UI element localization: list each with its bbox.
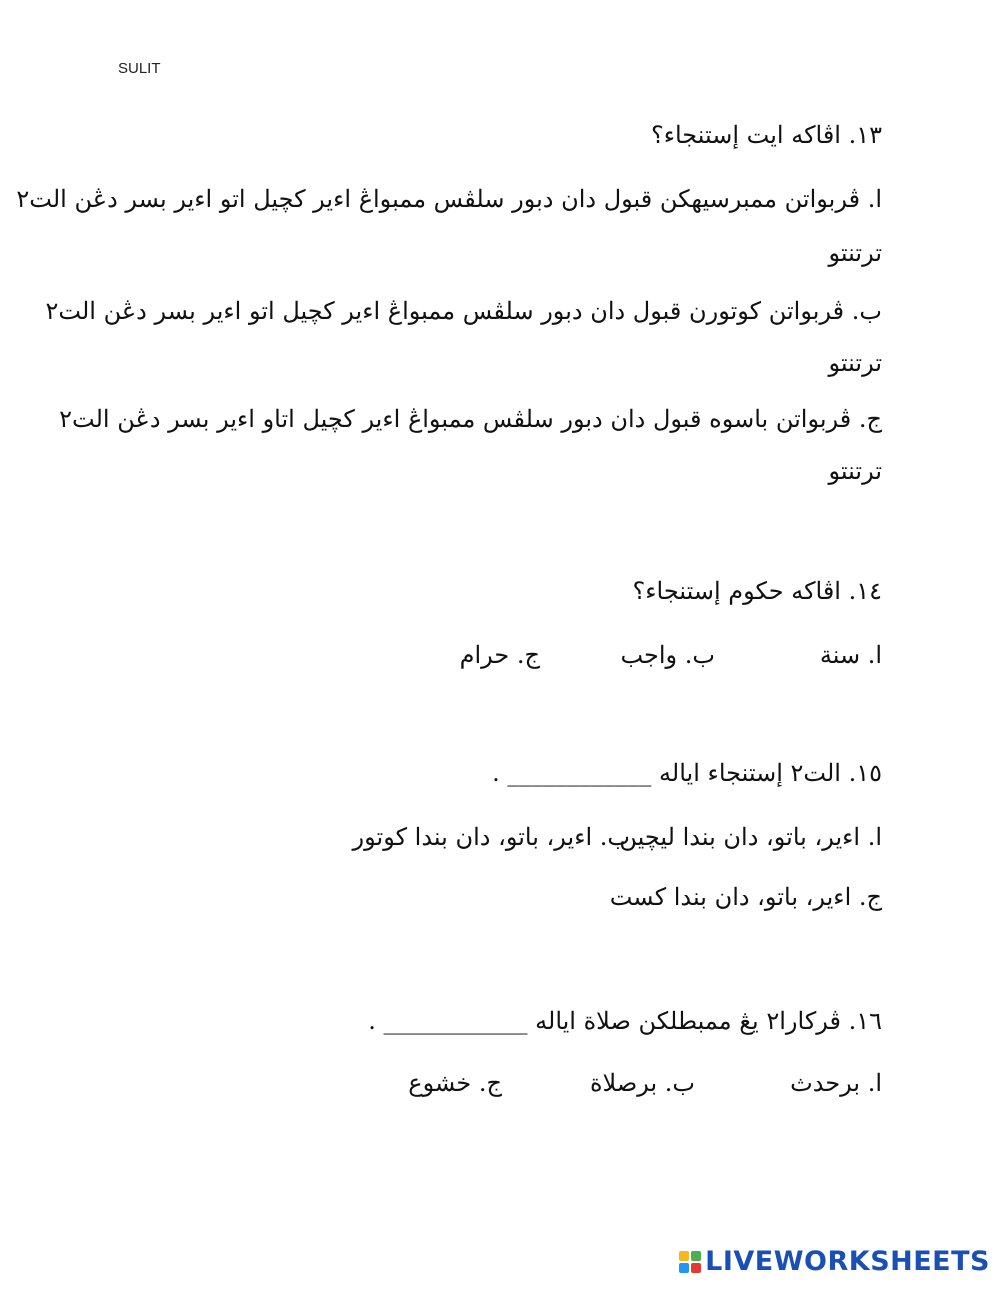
question-14: ١٤. اڤاكه حكوم إستنجاء؟: [632, 577, 882, 605]
header-mark: SULIT: [118, 60, 161, 77]
q14-option-a[interactable]: ا. سنة: [819, 641, 882, 669]
question-16: ١٦. ڤركارا٢ يڠ ممبطلكن صلاة اياله ____________ .: [368, 1007, 882, 1035]
q15-option-c[interactable]: ج. اءير، باتو، دان بندا كست: [609, 883, 882, 911]
q13-option-b-continued: ترتنتو: [828, 349, 882, 377]
q13-option-c-continued: ترتنتو: [828, 457, 882, 485]
q14-option-c[interactable]: ج. حرام: [459, 641, 540, 669]
q16-option-c[interactable]: ج. خشوع: [408, 1069, 502, 1097]
q15-option-b[interactable]: ب. اءير، باتو، دان بندا كوتور: [352, 823, 630, 851]
q13-option-a: ا. ڤربواتن ممبرسيهكن قبول دان دبور سلڤس ممبواڠ اءير كچيل اتو اءير بسر دڠن الت٢: [16, 185, 882, 213]
question-15: ١٥. الت٢ إستنجاء اياله ____________ .: [492, 759, 882, 787]
q13-option-a-continued: ترتنتو: [828, 239, 882, 267]
brand-logo: [679, 1246, 990, 1277]
q13-option-b: ب. ڤربواتن كوتورن قبول دان دبور سلڤس ممبواڠ اءير كچيل اتو اءير بسر دڠن الت٢: [45, 297, 882, 325]
q16-option-b[interactable]: ب. برصلاة: [589, 1069, 695, 1097]
q15-option-a[interactable]: ا. اءير، باتو، دان بندا ليچين: [619, 823, 882, 851]
brand-text: LIVEWORKSHEETS: [705, 1246, 990, 1277]
q16-option-a[interactable]: ا. برحدث: [790, 1069, 882, 1097]
brand-squares-icon: [679, 1251, 701, 1273]
q14-option-b[interactable]: ب. واجب: [620, 641, 715, 669]
question-13: ١٣. اڤاكه ايت إستنجاء؟: [650, 121, 882, 149]
q13-option-c: ج. ڤربواتن باسوه قبول دان دبور سلڤس ممبواڠ اءير كچيل اتاو اءير بسر دڠن الت٢: [59, 405, 882, 433]
